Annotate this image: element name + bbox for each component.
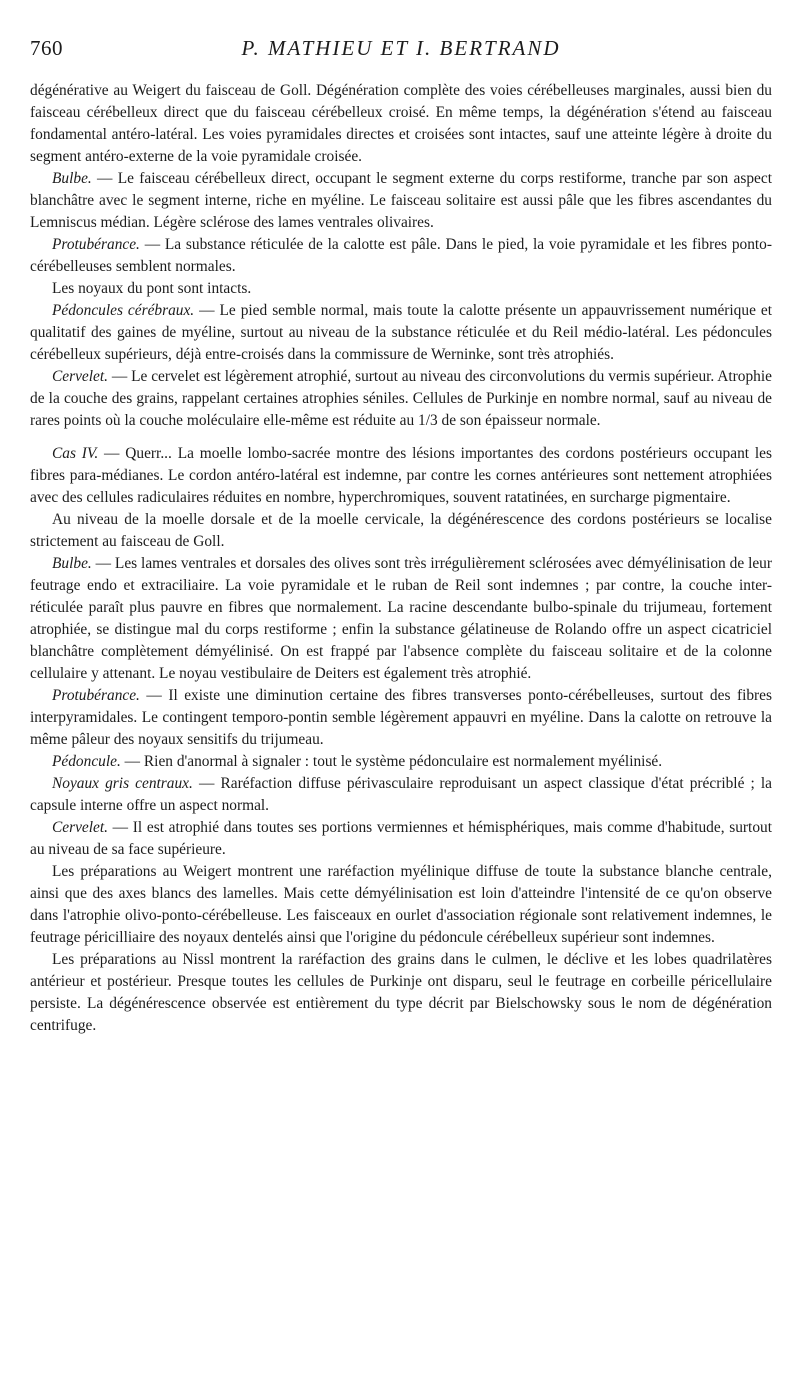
paragraph-text: — Le cervelet est légèrement atrophié, surtout au niveau des circonvolutions du vermis supérieur. Atrophie de la couche des grains, rappelant certaines atrophies séniles. Cellules de Purkinje en nombre normal, sauf au niveau de rares points où la couche moléculaire elle-même est réduite au 1/3 de son épaisseur normale.: [30, 368, 772, 429]
page-number: 760: [30, 36, 63, 60]
paragraph-text: Au niveau de la moelle dorsale et de la moelle cervicale, la dégénérescence des cordons postérieurs se localise strictement au faisceau de Goll.: [30, 511, 772, 550]
article-body: [30, 80, 772, 1037]
section-lead: Pédoncule.: [52, 753, 121, 770]
paragraph: [30, 685, 772, 751]
paragraph-text: — Querr... La moelle lombo-sacrée montre des lésions importantes des cordons postérieurs occupant les fibres para-médianes. Le cordon antéro-latéral est indemne, par contre les cornes antérieures sont nettement atrophiées avec des cellules radiculaires réduites en nombre, hyperchromiques, souvent ratatinées, en surcharge pigmentaire.: [30, 445, 772, 506]
section-lead: Pédoncules cérébraux.: [52, 302, 195, 319]
paragraph-case-iv: [30, 443, 772, 509]
section-lead: Protubérance.: [52, 236, 140, 253]
running-head: P. MATHIEU ET I. BERTRAND: [241, 36, 561, 60]
section-lead: Noyaux gris centraux.: [52, 775, 193, 792]
paragraph-text: — Le faisceau cérébelleux direct, occupant le segment externe du corps restiforme, tranche par son aspect blanchâtre avec le segment interne, riche en myéline. Le faisceau solitaire est aussi pâle que les fibres ascendantes du Lemniscus médian. Légère sclérose des lames ventrales olivaires.: [30, 170, 772, 231]
paragraph: [30, 300, 772, 366]
paragraph-text: Les préparations au Weigert montrent une raréfaction myélinique diffuse de toute la substance blanche centrale, ainsi que des axes blancs des lamelles. Mais cette démyélinisation est loin d'atteindre l'intensité de ce qu'on observe dans l'atrophie olivo-ponto-cérébelleuse. Les faisceaux en ourlet d'association régionale sont relativement indemnes, le feutrage péricilliaire des noyaux dentelés ainsi que l'origine du pédoncule cérébelleux supérieur sont indemnes.: [30, 863, 772, 946]
section-lead: Cervelet.: [52, 819, 108, 836]
paragraph-text: dégénérative au Weigert du faisceau de Goll. Dégénération complète des voies cérébelleuses marginales, aussi bien du faisceau cérébelleux direct que du faisceau cérébelleux croisé. En même temps, la dégénération s'étend au faisceau fondamental antéro-latéral. Les voies pyramidales directes et croisées sont intactes, sauf une atteinte légère à droite du segment antéro-externe de la voie pyramidale croisée.: [30, 82, 772, 165]
paragraph-text: — Rien d'anormal à signaler : tout le système pédonculaire est normalement myélinisé.: [120, 753, 663, 770]
paragraph: [30, 751, 772, 773]
page-header: [30, 36, 772, 66]
paragraph-text: — Raréfaction diffuse périvasculaire reproduisant un aspect classique d'état précriblé ; la capsule interne offre un aspect normal.: [30, 775, 772, 814]
paragraph-text: Les préparations au Nissl montrent la raréfaction des grains dans le culmen, le déclive et les lobes quadrilatères antérieur et postérieur. Presque toutes les cellules de Purkinje ont disparu, seul le feutrage en corbeille péricellulaire persiste. La dégénérescence observée est entièrement du type décrit par Bielschowsky sous le nom de dégénération centrifuge.: [30, 951, 772, 1034]
section-lead: Bulbe.: [52, 170, 92, 187]
paragraph: [30, 80, 772, 168]
paragraph-text: — Les lames ventrales et dorsales des olives sont très irrégulièrement sclérosées avec démyélinisation de leur feutrage endo et extraciliaire. La voie pyramidale et le ruban de Reil sont indemnes ; par contre, la couche inter-réticulée paraît plus pauvre en fibres que normalement. La racine descendante bulbo-spinale du trijumeau, fortement atrophiée, se distingue mal du corps restiforme ; enfin la substance gélatineuse de Rolando offre un aspect cicatriciel blanchâtre complètement démyélinisé. On est frappé par l'absence complète du faisceau solitaire et de la colonne cellulaire y attenant. Le noyau vestibulaire de Deiters est également très atrophié.: [30, 555, 772, 682]
paragraph-text: — Il est atrophié dans toutes ses portions vermiennes et hémisphériques, mais comme d'habitude, surtout au niveau de sa face supérieure.: [30, 819, 772, 858]
section-lead: Cervelet.: [52, 368, 108, 385]
section-lead: Bulbe.: [52, 555, 92, 572]
paragraph: [30, 366, 772, 432]
paragraph: [30, 168, 772, 234]
case-lead: Cas IV.: [52, 445, 99, 462]
paragraph: [30, 861, 772, 949]
paragraph: [30, 773, 772, 817]
paragraph-text: Les noyaux du pont sont intacts.: [52, 280, 252, 297]
paragraph: [30, 278, 772, 300]
paragraph-text: — La substance réticulée de la calotte est pâle. Dans le pied, la voie pyramidale et les fibres ponto-cérébelleuses semblent normales.: [30, 236, 772, 275]
paragraph: [30, 234, 772, 278]
paragraph-text: — Le pied semble normal, mais toute la calotte présente un appauvrissement numérique et qualitatif des gaines de myéline, surtout au niveau de la substance réticulée et du Reil médio-latéral. Les pédoncules cérébelleux supérieurs, déjà entre-croisés dans la commissure de Werninke, sont très atrophiés.: [30, 302, 772, 363]
section-lead: Protubérance.: [52, 687, 140, 704]
paragraph: [30, 817, 772, 861]
paragraph: [30, 553, 772, 685]
paragraph-text: — Il existe une diminution certaine des fibres transverses ponto-cérébelleuses, surtout des fibres interpyramidales. Le contingent temporo-pontin semble légèrement appauvri en myéline. Dans la calotte on retrouve la même pâleur des noyaux sensitifs du trijumeau.: [30, 687, 772, 748]
paragraph: [30, 949, 772, 1037]
paragraph: [30, 509, 772, 553]
